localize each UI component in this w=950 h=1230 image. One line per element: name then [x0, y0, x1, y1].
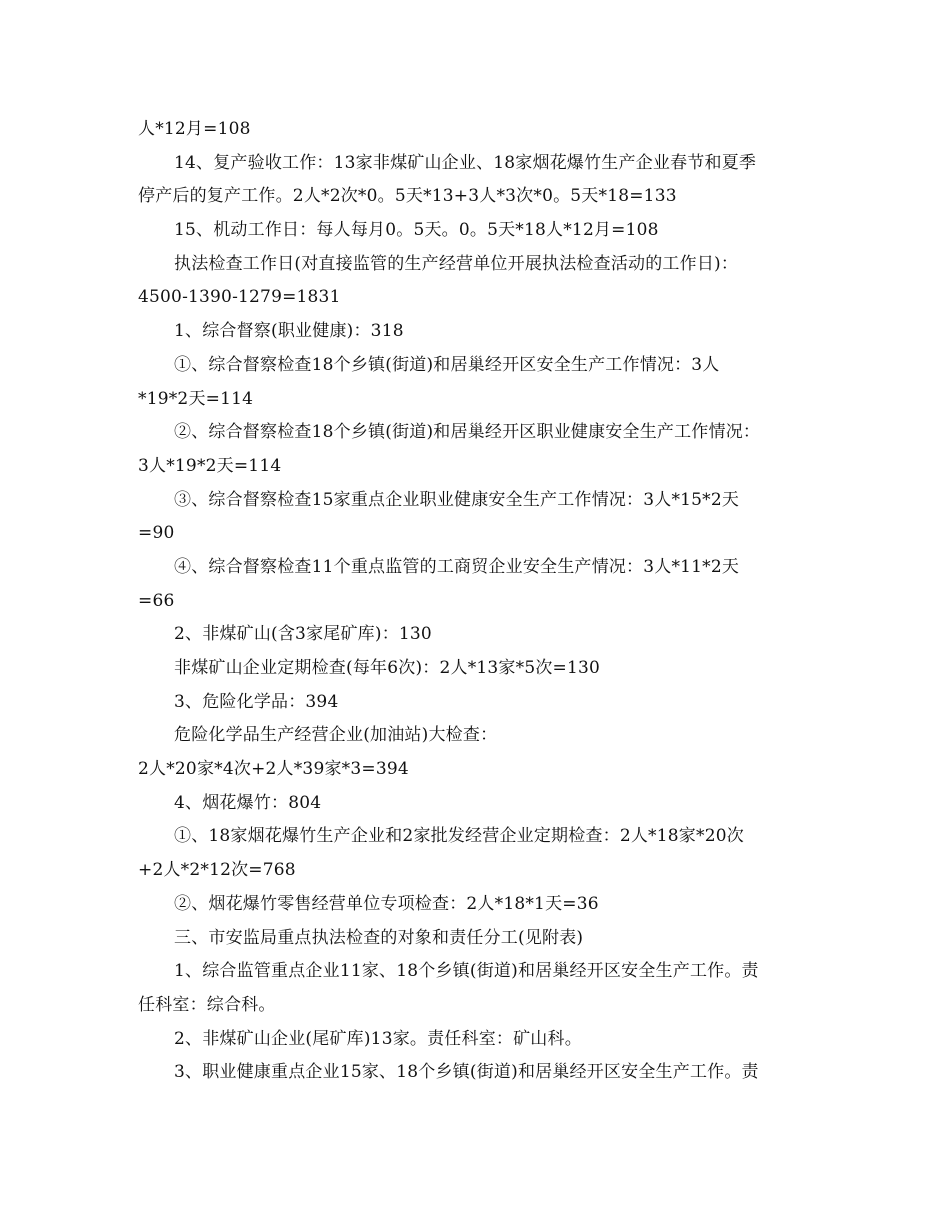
text-line: 1、综合监管重点企业11家、18个乡镇(街道)和居巢经开区安全生产工作。责	[174, 961, 759, 982]
text-line: 2、非煤矿山(含3家尾矿库)：130	[174, 624, 432, 645]
text-line: 15、机动工作日：每人每月0。5天。0。5天*18人*12月=108	[174, 220, 659, 241]
text-line: 非煤矿山企业定期检查(每年6次)：2人*13家*5次=130	[174, 658, 601, 678]
text-line: 危险化学品生产经营企业(加油站)大检查：	[174, 725, 498, 746]
text-line: ④、综合督察检查11个重点监管的工商贸企业安全生产情况：3人*11*2天	[174, 556, 740, 577]
text-line: =66	[138, 590, 175, 611]
text-line: 执法检查工作日(对直接监管的生产经营单位开展执法检查活动的工作日)：	[174, 253, 739, 274]
text-line: 3人*19*2天=114	[138, 455, 282, 476]
text-line: *19*2天=114	[138, 388, 254, 409]
text-line: ①、18家烟花爆竹生产企业和2家批发经营企业定期检查：2人*18家*20次	[174, 826, 744, 847]
text-line: 14、复产验收工作：13家非煤矿山企业、18家烟花爆竹生产企业春节和夏季	[174, 152, 757, 173]
text-line: 人*12月=108	[138, 119, 251, 139]
text-line: ③、综合督察检查15家重点企业职业健康安全生产工作情况：3人*15*2天	[174, 489, 740, 510]
text-line: 2、非煤矿山企业(尾矿库)13家。责任科室：矿山科。	[174, 1028, 582, 1049]
text-line: =90	[138, 523, 175, 544]
text-line: ①、综合督察检查18个乡镇(街道)和居巢经开区安全生产工作情况：3人	[174, 354, 720, 375]
text-line: +2人*2*12次=768	[138, 860, 296, 881]
text-line: 1、综合督察(职业健康)：318	[174, 321, 404, 342]
text-line: 停产后的复产工作。2人*2次*0。5天*13+3人*3次*0。5天*18=133	[138, 186, 677, 207]
text-line: 4、烟花爆竹：804	[174, 792, 322, 813]
text-line: ②、综合督察检查18个乡镇(街道)和居巢经开区职业健康安全生产工作情况：	[174, 422, 761, 443]
text-line: 3、危险化学品：394	[174, 691, 339, 712]
text-line: 4500-1390-1279=1831	[138, 287, 341, 308]
text-line: ②、烟花爆竹零售经营单位专项检查：2人*18*1天=36	[174, 893, 599, 914]
text-line: 三、市安监局重点执法检查的对象和责任分工(见附表)	[174, 927, 584, 948]
text-line: 2人*20家*4次+2人*39家*3=394	[138, 759, 409, 780]
text-line: 3、职业健康重点企业15家、18个乡镇(街道)和居巢经开区安全生产工作。责	[174, 1062, 759, 1083]
text-line: 任科室：综合科。	[138, 994, 276, 1015]
document-body	[138, 113, 828, 1090]
